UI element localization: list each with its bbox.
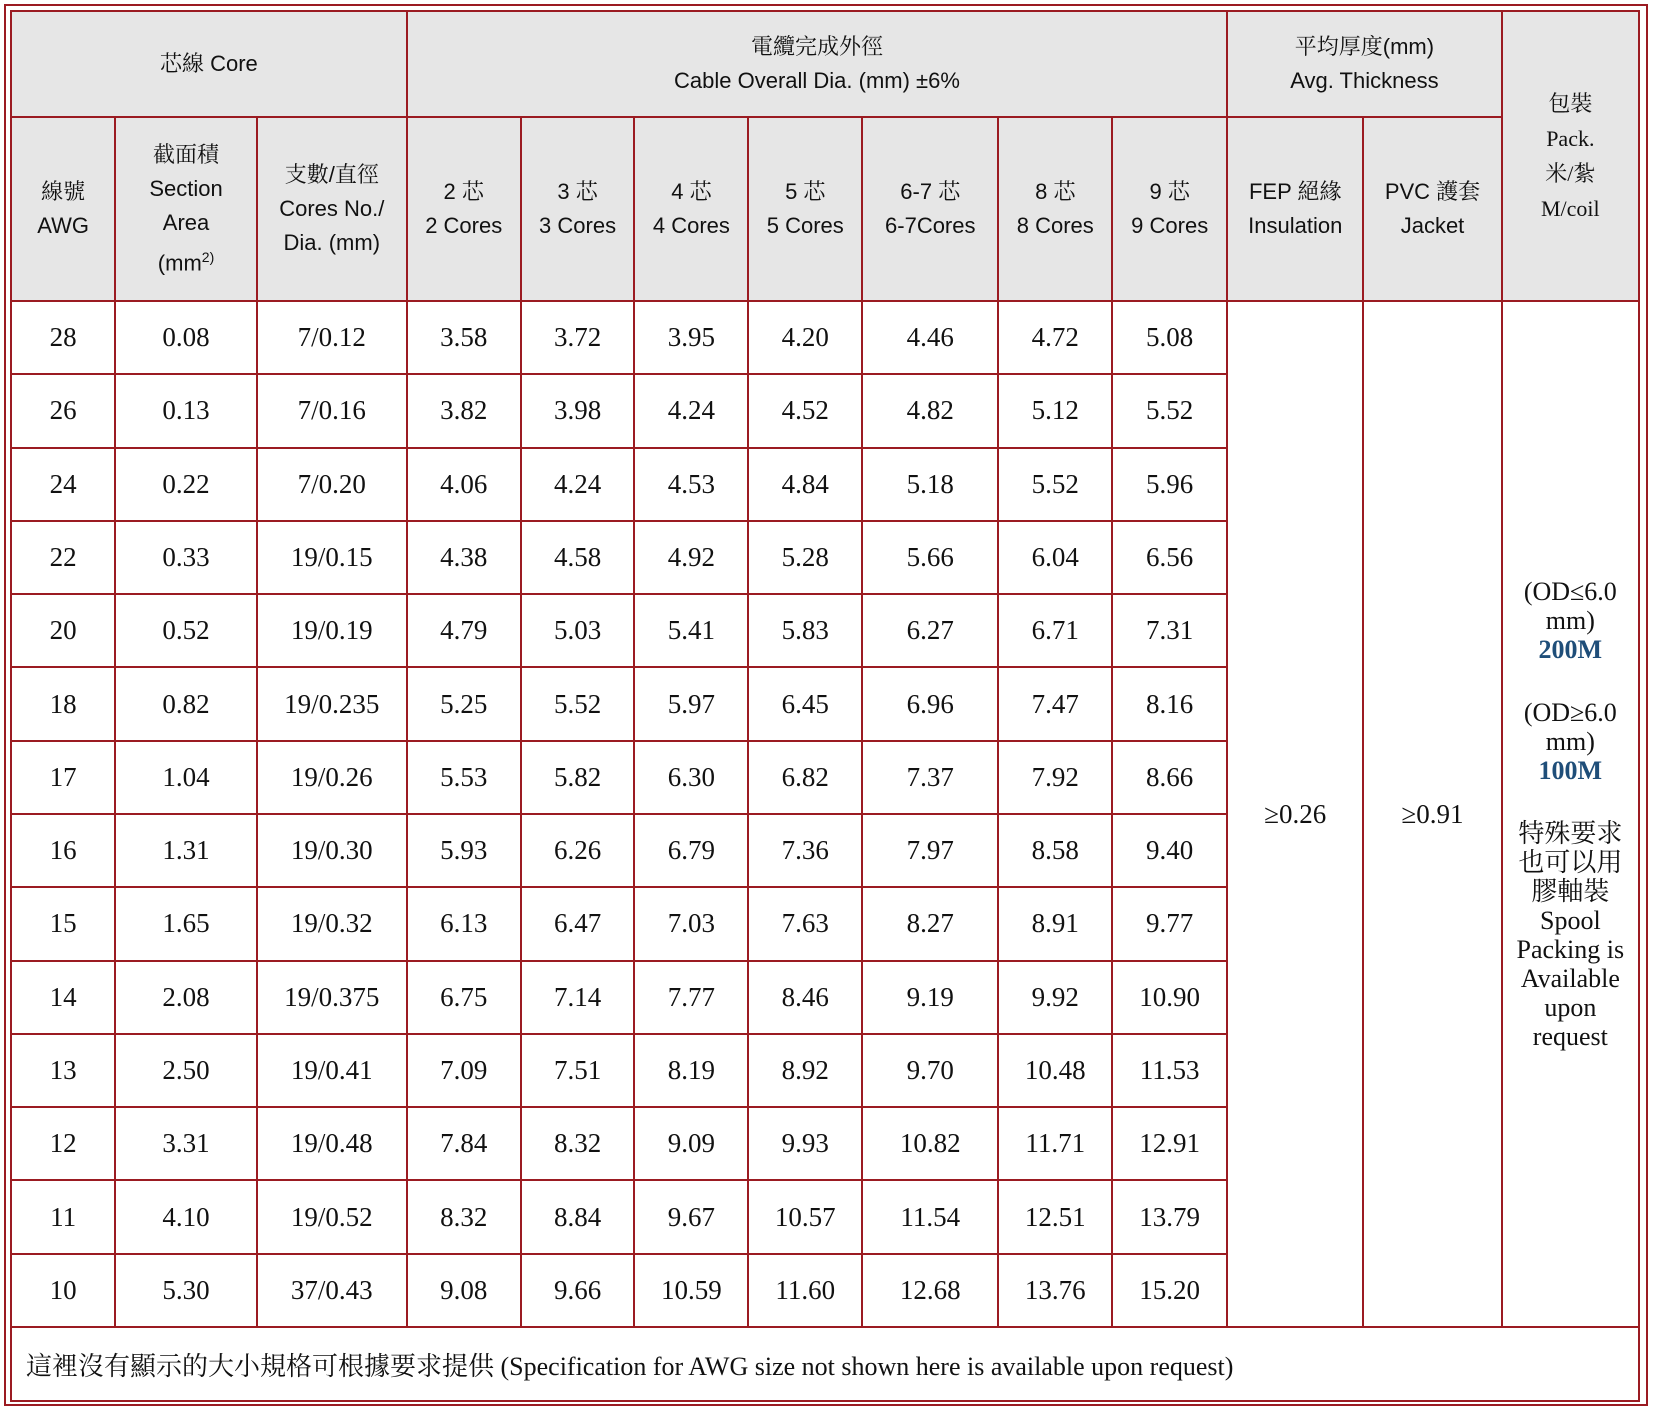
awg-cell: 22 xyxy=(11,521,115,594)
dia-cell: 4.84 xyxy=(748,448,862,521)
dia-cell: 6.56 xyxy=(1112,521,1227,594)
pack-special-zh: 也可以用 xyxy=(1518,848,1623,877)
dia-cell: 6.79 xyxy=(634,814,748,887)
awg-cell: 15 xyxy=(11,887,115,960)
cable-spec-table xyxy=(10,10,1640,1402)
dia-cell: 5.82 xyxy=(521,741,635,814)
dia-cell: 13.79 xyxy=(1112,1180,1227,1253)
dia-cell: 8.92 xyxy=(748,1034,862,1107)
dia-cell: 5.18 xyxy=(862,448,998,521)
col-header-8-cores xyxy=(998,117,1112,301)
dia-cell: 15.20 xyxy=(1112,1254,1227,1327)
dia-cell: 9.93 xyxy=(748,1107,862,1180)
dia-cell: 11.54 xyxy=(862,1180,998,1253)
dia-cell: 9.08 xyxy=(407,1254,521,1327)
dia-cell: 11.60 xyxy=(748,1254,862,1327)
dia-cell: 5.28 xyxy=(748,521,862,594)
cores-cell: 7/0.16 xyxy=(257,374,407,447)
cores-cell: 19/0.52 xyxy=(257,1180,407,1253)
cores-cell: 19/0.30 xyxy=(257,814,407,887)
dia-cell: 3.58 xyxy=(407,301,521,374)
col-header-6-7-cores xyxy=(862,117,998,301)
awg-cell: 24 xyxy=(11,448,115,521)
col-label-zh: 8 芯 xyxy=(1035,179,1076,204)
dia-cell: 6.26 xyxy=(521,814,635,887)
col-label-en: 9 Cores xyxy=(1131,213,1209,238)
col-header-5-cores xyxy=(748,117,862,301)
dia-cell: 10.59 xyxy=(634,1254,748,1327)
dia-cell: 4.24 xyxy=(521,448,635,521)
cores-cell: 37/0.43 xyxy=(257,1254,407,1327)
dia-cell: 7.37 xyxy=(862,741,998,814)
dia-cell: 8.66 xyxy=(1112,741,1227,814)
col-label-en: 5 Cores xyxy=(766,213,844,238)
dia-cell: 3.82 xyxy=(407,374,521,447)
pack-special-en: Spool xyxy=(1539,906,1601,935)
dia-cell: 5.52 xyxy=(998,448,1112,521)
cores-cell: 19/0.41 xyxy=(257,1034,407,1107)
awg-cell: 11 xyxy=(11,1180,115,1253)
thickness-label-zh: 平均厚度(mm) xyxy=(1294,34,1435,59)
pack-large-value: 100M xyxy=(1538,756,1603,785)
dia-cell: 8.32 xyxy=(521,1107,635,1180)
dia-cell: 3.72 xyxy=(521,301,635,374)
cores-cell: 19/0.26 xyxy=(257,741,407,814)
dia-cell: 4.24 xyxy=(634,374,748,447)
awg-cell: 13 xyxy=(11,1034,115,1107)
dia-cell: 5.53 xyxy=(407,741,521,814)
dia-cell: 7.31 xyxy=(1112,594,1227,667)
col-label-zh: 9 芯 xyxy=(1149,179,1190,204)
pack-special-zh: 特殊要求 xyxy=(1518,819,1623,848)
area-cell: 0.13 xyxy=(115,374,257,447)
cores-cell: 7/0.20 xyxy=(257,448,407,521)
dia-cell: 3.98 xyxy=(521,374,635,447)
dia-cell: 8.84 xyxy=(521,1180,635,1253)
area-cell: 1.65 xyxy=(115,887,257,960)
dia-cell: 5.96 xyxy=(1112,448,1227,521)
pack-special-en: Available xyxy=(1520,964,1620,993)
dia-cell: 4.92 xyxy=(634,521,748,594)
dia-cell: 8.91 xyxy=(998,887,1112,960)
dia-cell: 6.96 xyxy=(862,667,998,740)
pack-special-en: upon xyxy=(1544,993,1597,1022)
area-cell: 2.08 xyxy=(115,961,257,1034)
dia-cell: 6.13 xyxy=(407,887,521,960)
area-label-en1: Section xyxy=(149,175,223,201)
col-label-zh: 4 芯 xyxy=(671,179,712,204)
dia-cell: 7.84 xyxy=(407,1107,521,1180)
footnote: 這裡沒有顯示的大小規格可根據要求提供 (Specification for AWG size not shown here is available upon request) xyxy=(11,1327,1639,1401)
dia-cell: 10.90 xyxy=(1112,961,1227,1034)
dia-cell: 6.71 xyxy=(998,594,1112,667)
table-row xyxy=(11,301,1639,374)
dia-cell: 4.79 xyxy=(407,594,521,667)
col-label-zh: 5 芯 xyxy=(785,179,826,204)
cores-cell: 19/0.15 xyxy=(257,521,407,594)
dia-cell: 4.58 xyxy=(521,521,635,594)
dia-cell: 9.66 xyxy=(521,1254,635,1327)
dia-cell: 7.03 xyxy=(634,887,748,960)
dia-cell: 5.66 xyxy=(862,521,998,594)
pack-cell xyxy=(1502,301,1639,1327)
cores-cell: 7/0.12 xyxy=(257,301,407,374)
area-cell: 0.82 xyxy=(115,667,257,740)
awg-label-zh: 線號 xyxy=(41,179,86,204)
dia-cell: 5.41 xyxy=(634,594,748,667)
dia-cell: 7.63 xyxy=(748,887,862,960)
cores-cell: 19/0.235 xyxy=(257,667,407,740)
dia-cell: 9.92 xyxy=(998,961,1112,1034)
col-header-3-cores xyxy=(521,117,635,301)
dia-cell: 6.30 xyxy=(634,741,748,814)
dia-cell: 4.72 xyxy=(998,301,1112,374)
dia-cell: 9.40 xyxy=(1112,814,1227,887)
dia-cell: 3.95 xyxy=(634,301,748,374)
awg-cell: 16 xyxy=(11,814,115,887)
dia-cell: 7.14 xyxy=(521,961,635,1034)
col-label-en: 2 Cores xyxy=(425,213,503,238)
dia-cell: 6.04 xyxy=(998,521,1112,594)
awg-cell: 12 xyxy=(11,1107,115,1180)
jacket-label-zh: PVC 護套 xyxy=(1384,179,1481,204)
dia-cell: 6.27 xyxy=(862,594,998,667)
cores-cell: 19/0.19 xyxy=(257,594,407,667)
insulation-header xyxy=(1227,117,1363,301)
dia-cell: 12.91 xyxy=(1112,1107,1227,1180)
area-cell: 5.30 xyxy=(115,1254,257,1327)
dia-cell: 5.93 xyxy=(407,814,521,887)
overall-dia-label-en: Cable Overall Dia. (mm) ±6% xyxy=(674,68,960,93)
col-label-en: 8 Cores xyxy=(1016,213,1094,238)
dia-cell: 12.51 xyxy=(998,1180,1112,1253)
dia-cell: 9.77 xyxy=(1112,887,1227,960)
awg-cell: 18 xyxy=(11,667,115,740)
area-header xyxy=(115,117,257,301)
area-cell: 0.33 xyxy=(115,521,257,594)
dia-cell: 7.92 xyxy=(998,741,1112,814)
dia-cell: 8.27 xyxy=(862,887,998,960)
awg-cell: 10 xyxy=(11,1254,115,1327)
pack-unit-zh: 米/紮 xyxy=(1545,161,1596,186)
dia-cell: 9.09 xyxy=(634,1107,748,1180)
area-cell: 1.31 xyxy=(115,814,257,887)
dia-cell: 4.82 xyxy=(862,374,998,447)
awg-cell: 17 xyxy=(11,741,115,814)
jacket-label-en: Jacket xyxy=(1400,213,1465,238)
dia-cell: 8.46 xyxy=(748,961,862,1034)
dia-cell: 7.09 xyxy=(407,1034,521,1107)
dia-cell: 9.19 xyxy=(862,961,998,1034)
awg-cell: 20 xyxy=(11,594,115,667)
awg-cell: 14 xyxy=(11,961,115,1034)
col-label-zh: 3 芯 xyxy=(557,179,598,204)
dia-cell: 10.57 xyxy=(748,1180,862,1253)
pack-small-value: 200M xyxy=(1538,635,1603,664)
thickness-group-header xyxy=(1227,11,1502,117)
col-label-zh: 2 芯 xyxy=(443,179,484,204)
pack-header xyxy=(1502,11,1639,301)
dia-cell: 13.76 xyxy=(998,1254,1112,1327)
dia-cell: 5.03 xyxy=(521,594,635,667)
area-label-zh: 截面積 xyxy=(153,141,220,167)
cores-cell: 19/0.375 xyxy=(257,961,407,1034)
core-group-label: 芯線 Core xyxy=(159,51,258,76)
pack-special-en: request xyxy=(1532,1022,1608,1051)
table-body xyxy=(11,301,1639,1327)
pack-special-en: Packing is xyxy=(1516,935,1625,964)
jacket-header xyxy=(1363,117,1501,301)
dia-cell: 5.25 xyxy=(407,667,521,740)
dia-cell: 6.82 xyxy=(748,741,862,814)
cores-cell: 19/0.32 xyxy=(257,887,407,960)
dia-cell: 10.82 xyxy=(862,1107,998,1180)
area-unit-text: (mm xyxy=(157,250,202,276)
area-unit-sup: 2) xyxy=(201,248,215,265)
pack-large-unit: mm) xyxy=(1545,727,1595,756)
col-label-en: 6-7Cores xyxy=(885,213,976,238)
dia-cell: 6.75 xyxy=(407,961,521,1034)
dia-cell: 8.19 xyxy=(634,1034,748,1107)
dia-cell: 6.45 xyxy=(748,667,862,740)
dia-cell: 12.68 xyxy=(862,1254,998,1327)
dia-cell: 5.52 xyxy=(521,667,635,740)
dia-cell: 7.51 xyxy=(521,1034,635,1107)
dia-cell: 5.52 xyxy=(1112,374,1227,447)
pack-label-zh: 包裝 xyxy=(1548,91,1593,116)
jacket-thickness-cell: ≥0.91 xyxy=(1363,301,1501,1327)
dia-cell: 5.83 xyxy=(748,594,862,667)
area-unit xyxy=(116,240,256,280)
header-row-columns xyxy=(11,117,1639,301)
dia-cell: 9.67 xyxy=(634,1180,748,1253)
insulation-label-en: Insulation xyxy=(1248,213,1343,238)
dia-cell: 4.06 xyxy=(407,448,521,521)
dia-cell: 4.52 xyxy=(748,374,862,447)
dia-cell: 6.47 xyxy=(521,887,635,960)
dia-cell: 10.48 xyxy=(998,1034,1112,1107)
dia-cell: 5.97 xyxy=(634,667,748,740)
cores-label-en2: Dia. (mm) xyxy=(283,230,381,255)
col-label-en: 3 Cores xyxy=(539,213,617,238)
dia-cell: 7.77 xyxy=(634,961,748,1034)
pack-label-en: Pack. xyxy=(1546,126,1595,151)
cores-header xyxy=(257,117,407,301)
insulation-label-zh: FEP 絕緣 xyxy=(1248,179,1342,204)
dia-cell: 11.71 xyxy=(998,1107,1112,1180)
area-cell: 3.31 xyxy=(115,1107,257,1180)
pack-unit-en: M/coil xyxy=(1540,196,1600,221)
area-cell: 1.04 xyxy=(115,741,257,814)
thickness-label-en: Avg. Thickness xyxy=(1290,68,1439,93)
area-cell: 0.22 xyxy=(115,448,257,521)
area-cell: 0.08 xyxy=(115,301,257,374)
dia-cell: 11.53 xyxy=(1112,1034,1227,1107)
dia-cell: 5.12 xyxy=(998,374,1112,447)
dia-cell: 4.20 xyxy=(748,301,862,374)
pack-small-od: (OD≤6.0 xyxy=(1523,577,1617,606)
col-header-2-cores xyxy=(407,117,521,301)
awg-cell: 28 xyxy=(11,301,115,374)
footnote-row xyxy=(11,1327,1639,1401)
dia-cell: 8.58 xyxy=(998,814,1112,887)
awg-label-en: AWG xyxy=(37,213,89,238)
pack-special-zh: 膠軸裝 xyxy=(1531,877,1610,906)
dia-cell: 4.53 xyxy=(634,448,748,521)
cores-label-zh: 支數/直徑 xyxy=(284,162,379,187)
pack-large-od: (OD≥6.0 xyxy=(1523,698,1617,727)
area-label-en2: Area xyxy=(162,209,210,235)
dia-cell: 8.16 xyxy=(1112,667,1227,740)
pack-small-unit: mm) xyxy=(1545,606,1595,635)
cores-cell: 19/0.48 xyxy=(257,1107,407,1180)
col-label-zh: 6-7 芯 xyxy=(900,179,961,204)
dia-cell: 8.32 xyxy=(407,1180,521,1253)
area-cell: 4.10 xyxy=(115,1180,257,1253)
dia-cell: 7.97 xyxy=(862,814,998,887)
col-label-en: 4 Cores xyxy=(652,213,730,238)
overall-dia-group-header xyxy=(407,11,1227,117)
core-group-header xyxy=(11,11,407,117)
overall-dia-label-zh: 電纜完成外徑 xyxy=(750,34,883,59)
dia-cell: 5.08 xyxy=(1112,301,1227,374)
insulation-thickness-cell: ≥0.26 xyxy=(1227,301,1363,1327)
awg-header xyxy=(11,117,115,301)
awg-cell: 26 xyxy=(11,374,115,447)
area-cell: 0.52 xyxy=(115,594,257,667)
area-cell: 2.50 xyxy=(115,1034,257,1107)
dia-cell: 7.47 xyxy=(998,667,1112,740)
dia-cell: 7.36 xyxy=(748,814,862,887)
dia-cell: 9.70 xyxy=(862,1034,998,1107)
dia-cell: 4.38 xyxy=(407,521,521,594)
cores-label-en1: Cores No./ xyxy=(279,196,385,221)
header-row-group xyxy=(11,11,1639,117)
dia-cell: 4.46 xyxy=(862,301,998,374)
col-header-9-cores xyxy=(1112,117,1227,301)
col-header-4-cores xyxy=(634,117,748,301)
